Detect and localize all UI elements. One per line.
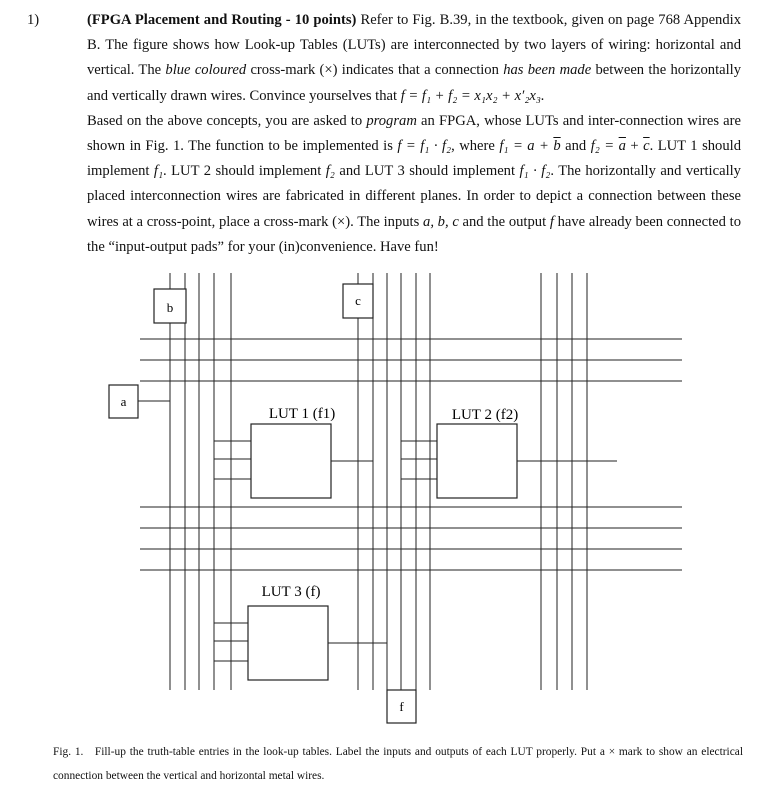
lut1-label: LUT 1 (f1) [268, 406, 336, 422]
lut2-box [437, 424, 517, 498]
p2-lut3-func: f₁ · f₂ [519, 163, 551, 180]
pad-c-label: c [355, 293, 361, 308]
p1-emphasis-made: has been made [503, 62, 592, 79]
p2-text-b: an FPGA, whose LUTs and inter-connection wires are shown in Fig. 1. The function to be implemented is [87, 112, 741, 155]
p2-text-c: , where [451, 138, 500, 155]
p2-b-bar: $\overline{b}$ [553, 138, 561, 155]
problem-title: (FPGA Placement and Routing - 10 points) [87, 12, 357, 28]
p2-plus: + [625, 138, 644, 155]
lut1-box [251, 424, 331, 498]
lut3-label: LUT 3 (f) [261, 584, 321, 600]
p2-output: f [549, 213, 554, 230]
problem-number: 1) [27, 12, 40, 28]
p2-function: f = f₁ · f₂ [397, 138, 452, 155]
p2-c-bar: $\overline{c}$ [643, 138, 650, 155]
p2-text-e2: . LUT 2 should implement [163, 163, 326, 180]
p2-text-e3: and LUT 3 should implement [334, 163, 520, 180]
p2-inputs: a, b, c [423, 213, 459, 230]
p2-text-h: . The horizontally and vertically placed interconnection wires are fabricated in different planes. In order to depict a connection between these wires at a cross-point, place a cross-mark (×). The inputs [87, 163, 741, 230]
p2-f1-def: f₁ = a + [499, 138, 554, 155]
p2-f2-def: f₂ = [590, 138, 619, 155]
lut2-label: LUT 2 (f2) [451, 407, 519, 423]
p2-text-e: . LUT 1 should implement [87, 138, 742, 180]
lut3-box [248, 606, 328, 680]
figure-caption [53, 740, 743, 788]
p2-lut2-func: f₂ [325, 163, 335, 180]
p1-emphasis-blue: blue coloured [165, 62, 247, 79]
p1-text-a: Refer to Fig. B.39, in the textbook, given on page 768 Appendix B. The figure shows how Look-up Tables (LUTs) are interconnected by two layers of wiring: horizontal and vertical. The [87, 12, 742, 79]
caption-text: Fill-up the truth-table entries in the look-up tables. Label the inputs and outputs of each LUT properly. Put a × mark to show an electrical connection between the vertical and horizontal metal wires. [53, 746, 744, 782]
p1-text-b: cross-mark (×) indicates that a connection [246, 62, 504, 79]
interconnect-wires [138, 273, 682, 690]
p2-text-d: and [560, 138, 591, 155]
lut-blocks [248, 406, 518, 680]
p1-equation: f = f₁ + f₂ = x₁x₂ + x′₂x₃. [400, 87, 545, 104]
p2-text-j: have already been connected to the “input-output pads” for your (in)convenience. Have fun! [87, 213, 741, 255]
pad-f-label: f [399, 699, 404, 714]
p2-text-i: and the output [458, 213, 550, 230]
p1-text-c: between the horizontally and vertically drawn wires. Convince yourselves that [87, 62, 742, 104]
p2-lut1-func: f₁ [153, 163, 164, 180]
p2-a-bar: $\overline{a}$ [618, 138, 626, 155]
caption-label: Fig. 1. [53, 746, 84, 758]
p2-text-a: Based on the above concepts, you are asked to [87, 112, 367, 129]
p2-emphasis-program: program [366, 112, 417, 129]
pad-b-label: b [166, 300, 174, 315]
pad-a-label: a [120, 394, 127, 409]
